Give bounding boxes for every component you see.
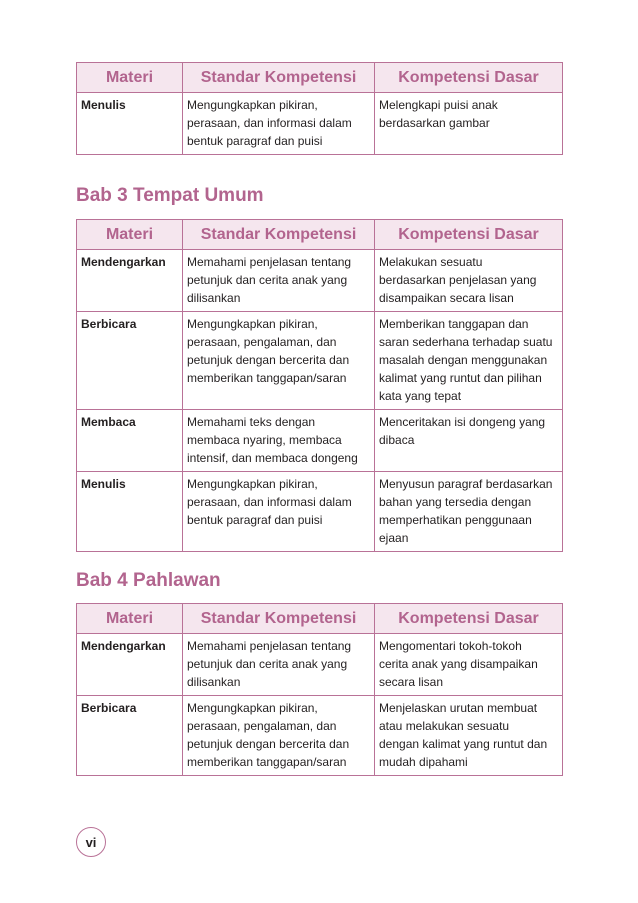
cell-text-line: dilisankan [187, 291, 241, 305]
cell-text-line: dengan kalimat yang runtut dan [379, 737, 548, 751]
cell-text-line: atau melakukan sesuatu [379, 719, 510, 733]
cell-kompetensi-dasar [375, 472, 563, 552]
cell-text-line: masalah dengan menggunakan [379, 353, 548, 367]
cell-text-line: perasaan, dan informasi dalam [187, 116, 352, 130]
cell-materi: Berbicara [77, 312, 183, 410]
cell-text-line: Memahami penjelasan tentang [187, 255, 352, 269]
header-standar-kompetensi: Standar Kompetensi [183, 220, 375, 250]
cell-text-line: Memberikan tanggapan dan [379, 317, 529, 331]
header-standar-kompetensi: Standar Kompetensi [183, 604, 375, 634]
cell-text-line: petunjuk dan cerita anak yang [187, 657, 348, 671]
cell-text-line: perasaan, dan informasi dalam [187, 495, 352, 509]
table-row [77, 312, 563, 410]
header-kompetensi-dasar: Kompetensi Dasar [375, 63, 563, 93]
cell-text-line: Memahami teks dengan [187, 415, 316, 429]
cell-text-line: petunjuk dengan bercerita dan [187, 737, 350, 751]
table-header-row [77, 220, 563, 250]
cell-standar-kompetensi [183, 472, 375, 552]
cell-kompetensi-dasar [375, 410, 563, 472]
cell-text-line: Mengungkapkan pikiran, [187, 477, 318, 491]
table-row [77, 634, 563, 696]
cell-materi: Membaca [77, 410, 183, 472]
cell-text-line: Mengungkapkan pikiran, [187, 317, 318, 331]
header-kompetensi-dasar: Kompetensi Dasar [375, 220, 563, 250]
table-row [77, 93, 563, 155]
cell-text-line: dibaca [379, 433, 415, 447]
cell-text-line: Mengungkapkan pikiran, [187, 98, 318, 112]
cell-kompetensi-dasar [375, 634, 563, 696]
cell-text-line: perasaan, pengalaman, dan [187, 335, 337, 349]
cell-materi: Menulis [77, 93, 183, 155]
cell-kompetensi-dasar [375, 250, 563, 312]
table-bab3 [76, 219, 563, 552]
cell-text-line: memberikan tanggapan/saran [187, 371, 347, 385]
cell-text-line: perasaan, pengalaman, dan [187, 719, 337, 733]
cell-text-line: Mengungkapkan pikiran, [187, 701, 318, 715]
table-header-row [77, 604, 563, 634]
cell-text-line: dilisankan [187, 675, 241, 689]
header-materi: Materi [77, 63, 183, 93]
header-kompetensi-dasar: Kompetensi Dasar [375, 604, 563, 634]
table-header-row [77, 63, 563, 93]
cell-text-line: Melengkapi puisi anak [379, 98, 498, 112]
cell-text-line: saran sederhana terhadap suatu [379, 335, 553, 349]
cell-text-line: berdasarkan penjelasan yang [379, 273, 537, 287]
cell-standar-kompetensi [183, 250, 375, 312]
cell-materi: Mendengarkan [77, 634, 183, 696]
cell-text-line: Mengomentari tokoh-tokoh [379, 639, 522, 653]
cell-text-line: bahan yang tersedia dengan [379, 495, 532, 509]
cell-text-line: Menyusun paragraf berdasarkan [379, 477, 553, 491]
cell-text-line: cerita anak yang disampaikan [379, 657, 538, 671]
table-row [77, 696, 563, 776]
cell-text-line: kalimat yang runtut dan pilihan [379, 371, 542, 385]
cell-text-line: memperhatikan penggunaan [379, 513, 532, 527]
cell-kompetensi-dasar [375, 312, 563, 410]
table-row [77, 472, 563, 552]
table-row [77, 250, 563, 312]
cell-text-line: mudah dipahami [379, 755, 468, 769]
cell-text-line: Menjelaskan urutan membuat [379, 701, 538, 715]
cell-standar-kompetensi [183, 312, 375, 410]
cell-standar-kompetensi [183, 634, 375, 696]
table-bab4 [76, 603, 563, 776]
cell-kompetensi-dasar [375, 93, 563, 155]
cell-materi: Mendengarkan [77, 250, 183, 312]
cell-text-line: membaca nyaring, membaca [187, 433, 342, 447]
table-row [77, 410, 563, 472]
cell-text-line: kata yang tepat [379, 389, 462, 403]
cell-text-line: intensif, dan membaca dongeng [187, 451, 358, 465]
cell-standar-kompetensi [183, 93, 375, 155]
cell-kompetensi-dasar [375, 696, 563, 776]
cell-text-line: petunjuk dengan bercerita dan [187, 353, 350, 367]
cell-materi: Berbicara [77, 696, 183, 776]
cell-text-line: Memahami penjelasan tentang [187, 639, 352, 653]
header-materi: Materi [77, 220, 183, 250]
cell-text-line: bentuk paragraf dan puisi [187, 513, 323, 527]
section-title-bab3: Bab 3 Tempat Umum [76, 185, 264, 206]
cell-text-line: secara lisan [379, 675, 444, 689]
cell-standar-kompetensi [183, 696, 375, 776]
cell-text-line: ejaan [379, 531, 409, 545]
cell-text-line: Menceritakan isi dongeng yang [379, 415, 546, 429]
cell-text-line: Melakukan sesuatu [379, 255, 483, 269]
cell-text-line: petunjuk dan cerita anak yang [187, 273, 348, 287]
section-title-bab4: Bab 4 Pahlawan [76, 570, 221, 591]
cell-text-line: disampaikan secara lisan [379, 291, 514, 305]
cell-text-line: bentuk paragraf dan puisi [187, 134, 323, 148]
header-standar-kompetensi: Standar Kompetensi [183, 63, 375, 93]
page-number: vi [76, 827, 106, 857]
header-materi: Materi [77, 604, 183, 634]
cell-standar-kompetensi [183, 410, 375, 472]
cell-text-line: memberikan tanggapan/saran [187, 755, 347, 769]
cell-text-line: berdasarkan gambar [379, 116, 490, 130]
cell-materi: Menulis [77, 472, 183, 552]
table-menulis [76, 62, 563, 155]
